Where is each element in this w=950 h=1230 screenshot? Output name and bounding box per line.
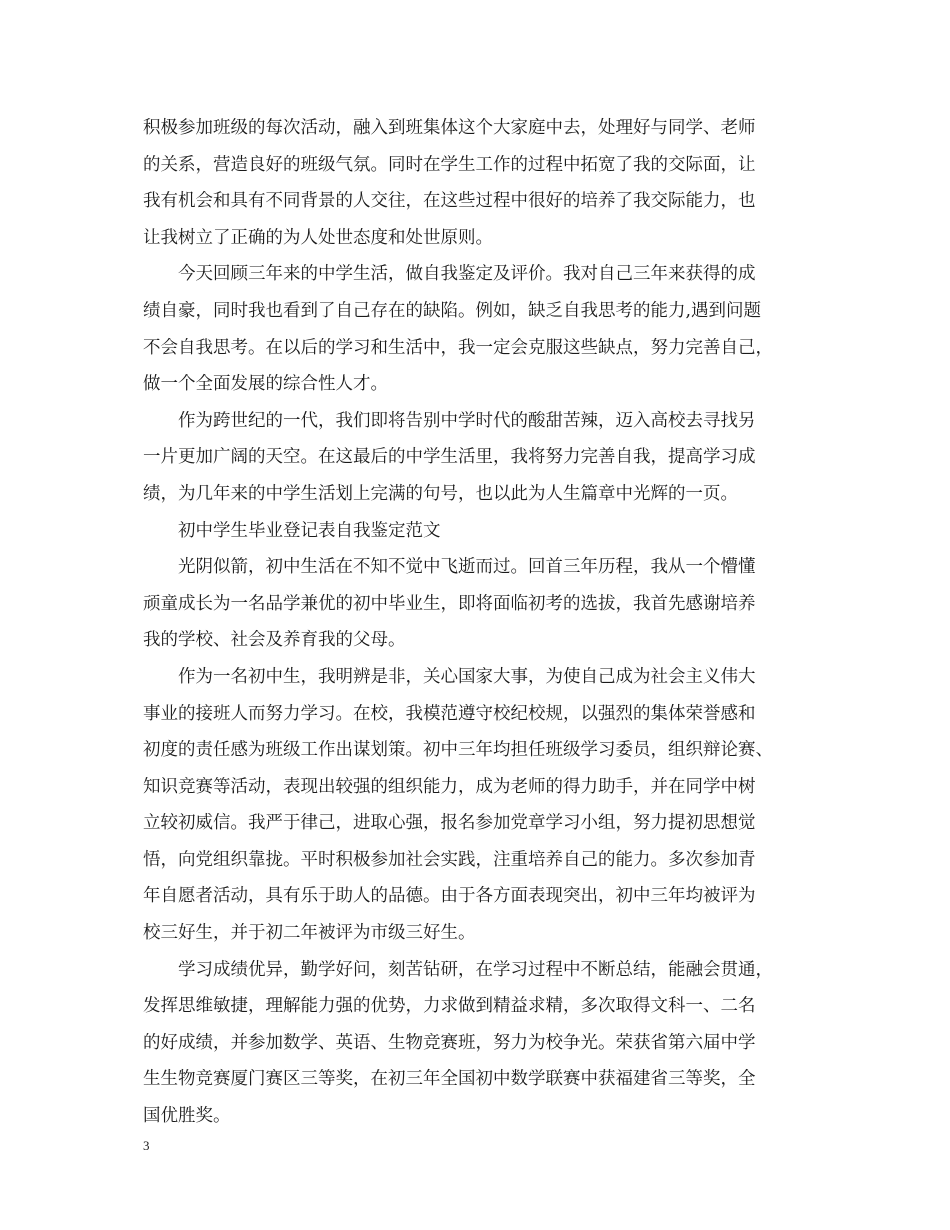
text-line: 事业的接班人而努力学习。在校，我模范遵守校纪校规，以强烈的集体荣誉感和 <box>143 703 756 724</box>
text-line: 我的学校、社会及养育我的父母。 <box>143 630 406 651</box>
text-line: 光阴似箭，初中生活在不知不觉中飞逝而过。回首三年历程，我从一个懵懂 <box>178 557 756 578</box>
text-line: 悟，向党组织靠拢。平时积极参加社会实践，注重培养自己的能力。多次参加青 <box>143 849 756 870</box>
page-number: 3 <box>143 1138 150 1153</box>
text-line: 校三好生，并于初二年被评为市级三好生。 <box>143 923 476 944</box>
text-line: 做一个全面发展的综合性人才。 <box>143 374 388 395</box>
text-line: 一片更加广阔的天空。在这最后的中学生活里，我将努力完善自我，提高学习成 <box>143 447 756 468</box>
text-line: 我有机会和具有不同背景的人交往，在这些过程中很好的培养了我交际能力，也 <box>143 191 756 212</box>
text-line: 国优胜奖。 <box>143 1106 231 1127</box>
text-line: 的关系，营造良好的班级气氛。同时在学生工作的过程中拓宽了我的交际面，让 <box>143 154 756 175</box>
text-line: 积极参加班级的每次活动，融入到班集体这个大家庭中去，处理好与同学、老师 <box>143 118 756 138</box>
text-line: 的好成绩，并参加数学、英语、生物竞赛班，努力为校争光。荣获省第六届中学 <box>143 1032 756 1053</box>
document-body <box>143 110 823 1135</box>
text-line: 作为一名初中生，我明辨是非，关心国家大事，为使自己成为社会主义伟大 <box>178 666 756 687</box>
text-line: 今天回顾三年来的中学生活，做自我鉴定及评价。我对自己三年来获得的成 <box>178 264 756 285</box>
text-line: 生生物竞赛厦门赛区三等奖，在初三年全国初中数学联赛中获福建省三等奖，全 <box>143 1069 756 1090</box>
text-line: 年自愿者活动，具有乐于助人的品德。由于各方面表现突出，初中三年均被评为 <box>143 886 756 907</box>
text-line: 立较初威信。我严于律己，进取心强，报名参加党章学习小组，努力提初思想觉 <box>143 813 756 834</box>
text-line: 知识竞赛等活动，表现出较强的组织能力，成为老师的得力助手，并在同学中树 <box>143 776 756 797</box>
text-line: 作为跨世纪的一代，我们即将告别中学时代的酸甜苦辣，迈入高校去寻找另 <box>178 410 756 431</box>
text-line: 绩，为几年来的中学生活划上完满的句号，也以此为人生篇章中光辉的一页。 <box>143 483 738 504</box>
text-line: 不会自我思考。在以后的学习和生活中，我一定会克服这些缺点，努力完善自己， <box>143 337 773 358</box>
text-line: 发挥思维敏捷，理解能力强的优势，力求做到精益求精，多次取得文科一、二名 <box>143 996 756 1017</box>
text-line: 学习成绩优异，勤学好问，刻苦钻研，在学习过程中不断总结，能融会贯通， <box>178 959 773 980</box>
text-line: 初度的责任感为班级工作出谋划策。初中三年均担任班级学习委员，组织辩论赛、 <box>143 740 773 761</box>
text-line: 让我树立了正确的为人处世态度和处世原则。 <box>143 227 493 248</box>
text-line: 绩自豪，同时我也看到了自己存在的缺陷。例如，缺乏自我思考的能力,遇到问题 <box>143 300 762 321</box>
text-line: 顽童成长为一名品学兼优的初中毕业生，即将面临初考的选拔，我首先感谢培养 <box>143 593 756 614</box>
text-line: 初中学生毕业登记表自我鉴定范文 <box>178 520 441 541</box>
